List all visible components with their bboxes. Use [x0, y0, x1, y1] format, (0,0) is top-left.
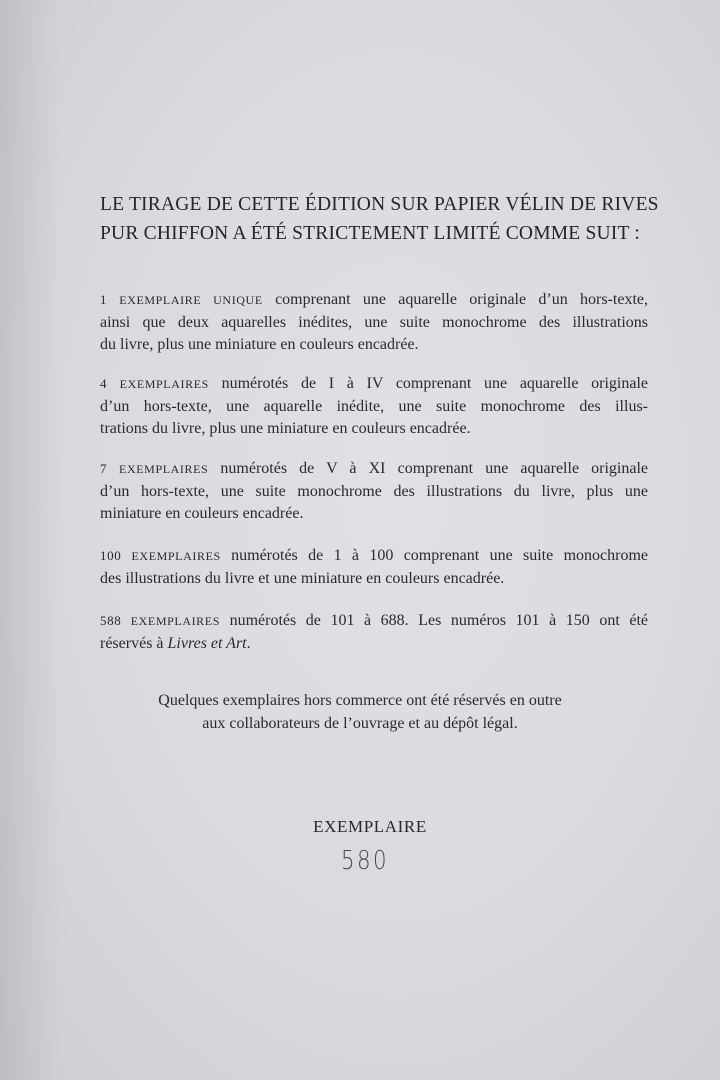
edition-entry-unique: [100, 289, 648, 357]
entry-count: 1: [100, 292, 120, 307]
entry-text-line: miniature en couleurs encadrée.: [100, 505, 304, 522]
entry-end-punct: .: [246, 634, 251, 652]
edition-entry-v-xi: [100, 458, 648, 526]
entry-label: EXEMPLAIRES: [130, 614, 220, 628]
edition-entry-101-688: [100, 610, 648, 655]
heading-line-2: PUR CHIFFON A ÉTÉ STRICTEMENT LIMITÉ COMME SUIT :: [100, 223, 640, 244]
entry-text-line: comprenant une aquarelle originale d’un hors-texte,: [262, 291, 649, 308]
entry-text-line: réservés à: [100, 634, 168, 652]
entry-text-line: des illustrations du livre et une miniature en couleurs encadrée.: [100, 569, 505, 587]
entry-text-line: d’un hors-texte, une suite monochrome des illustrations du livre, plus une: [100, 482, 648, 500]
limitation-heading: [100, 190, 660, 248]
note-line-1: Quelques exemplaires hors commerce ont été réservés en outre: [158, 692, 562, 709]
hors-commerce-note: [0, 689, 720, 735]
entry-count: 4: [100, 376, 120, 391]
entry-text-line: d’un hors-texte, une aquarelle inédite, une suite monochrome des illus-: [100, 397, 648, 415]
entry-count: 7: [100, 461, 120, 476]
publisher-name-text: Livres et Art: [167, 634, 247, 652]
entry-text-line: numérotés de V à XI comprenant une aquarelle originale: [208, 460, 648, 477]
entry-text-line: numérotés de 1 à 100 comprenant une suite monochrome: [220, 547, 648, 564]
entry-text-line: trations du livre, plus une miniature en couleurs encadrée.: [100, 420, 471, 437]
entry-label: EXEMPLAIRE UNIQUE: [119, 293, 263, 307]
note-line-2: aux collaborateurs de l’ouvrage et au dépôt légal.: [202, 715, 518, 732]
publisher-name: [168, 635, 247, 652]
edition-entry-i-iv: [100, 373, 648, 441]
entry-text-line: numérotés de I à IV comprenant une aquarelle originale: [208, 375, 648, 392]
copy-label: EXEMPLAIRE: [313, 817, 427, 836]
entry-count: 588: [100, 613, 131, 628]
entry-text-line: ainsi que deux aquarelles inédites, une suite monochrome des illustrations: [100, 313, 648, 331]
copy-number: 580: [340, 846, 390, 876]
entry-label: EXEMPLAIRES: [131, 549, 221, 563]
entry-text-line: numérotés de 101 à 688. Les numéros 101 à 150 ont été: [220, 612, 648, 629]
edition-entry-1-100: [100, 545, 648, 590]
entry-count: 100: [100, 548, 132, 563]
entry-label: EXEMPLAIRES: [119, 377, 209, 391]
heading-line-1: LE TIRAGE DE CETTE ÉDITION SUR PAPIER VÉLIN DE RIVES: [100, 194, 659, 215]
entry-text-line: du livre, plus une miniature en couleurs encadrée.: [100, 336, 419, 353]
entry-label: EXEMPLAIRES: [119, 462, 209, 476]
